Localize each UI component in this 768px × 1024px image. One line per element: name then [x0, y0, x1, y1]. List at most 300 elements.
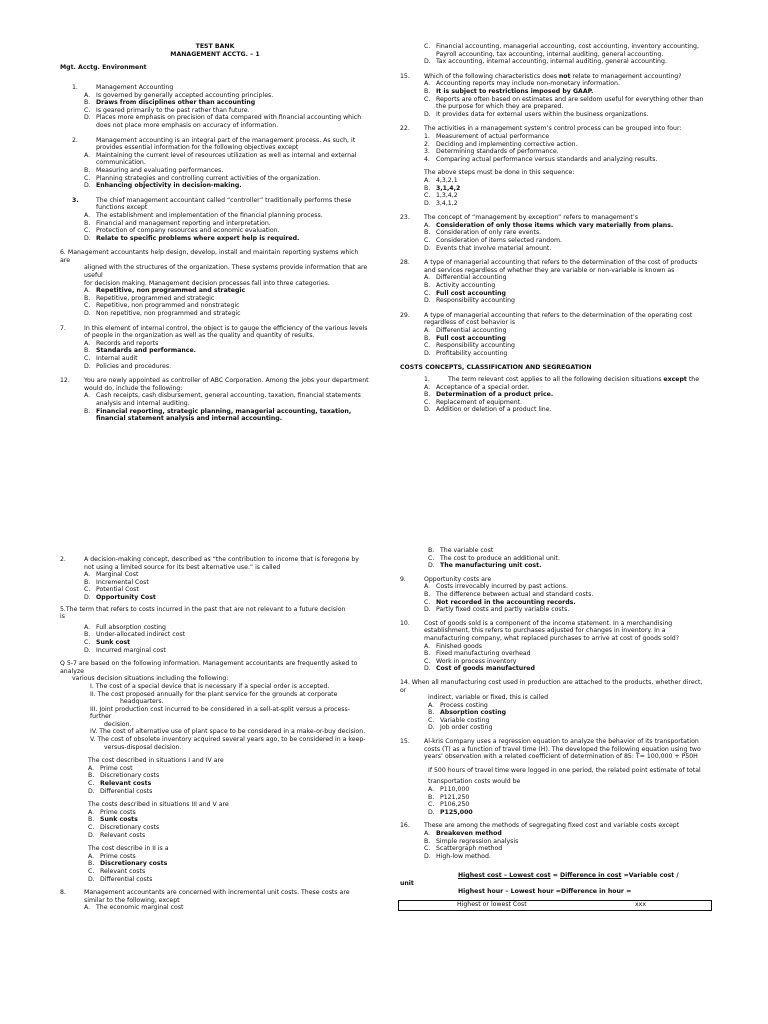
option-list: [400, 583, 710, 613]
question: [400, 312, 710, 358]
question-number: 2.: [60, 556, 66, 563]
option: [424, 185, 710, 193]
option: [88, 853, 370, 861]
question-number: 15.: [400, 738, 410, 746]
option-list: [400, 830, 710, 860]
question-text: Opportunity costs are: [424, 575, 492, 583]
spacer: [60, 242, 370, 249]
option: [84, 579, 370, 587]
text-line: is: [60, 613, 65, 621]
option-letter: D.: [84, 310, 91, 318]
question-stem: [400, 214, 710, 222]
option-letter: D.: [88, 875, 95, 883]
option-letter: D.: [84, 182, 91, 190]
option: [88, 772, 370, 780]
option-text: High-low method.: [436, 852, 491, 860]
question-number: 29.: [400, 311, 410, 319]
formula-equals: =: [550, 872, 561, 880]
question: [400, 259, 710, 305]
section-heading: Mgt. Acctg. Environment: [60, 64, 147, 72]
question-text: The activities in a management system’s control process can be grouped into four:: [424, 125, 682, 133]
option-letter: A.: [428, 786, 435, 794]
option-letter: A.: [424, 327, 431, 334]
question-stem: [60, 556, 370, 571]
option-letter: A.: [424, 830, 431, 837]
option: [428, 555, 710, 563]
option: [84, 114, 370, 129]
option: [84, 340, 370, 348]
option-letter: A.: [424, 176, 431, 184]
formula-equals: =: [623, 887, 632, 895]
question-number: 9.: [400, 575, 406, 583]
question: [400, 214, 710, 252]
option-letter: B.: [428, 709, 435, 717]
formula-cost-range: Highest cost – Lowest cost: [458, 872, 551, 880]
option-text: Replacement of equipment.: [436, 398, 523, 406]
question-number: 7.: [60, 324, 66, 332]
option-letter: A.: [88, 808, 95, 816]
option: [424, 327, 710, 335]
right-top-column: [400, 43, 710, 414]
question: [60, 137, 370, 190]
option-letter: C.: [84, 638, 91, 646]
option-letter: D.: [424, 244, 431, 252]
option-list: [60, 853, 370, 883]
question-stem: [400, 73, 710, 81]
option-letter: C.: [424, 598, 431, 606]
answer-text: Financial reporting, strategic planning, managerial accounting, taxation, financial statement analysis and internal accounting.: [96, 407, 352, 423]
option: [84, 212, 370, 220]
text-line: Q 5-7 are based on the following information. Management accountants are frequently asked to analyze: [60, 660, 358, 675]
option-text: It provides data for external users within the business organizations.: [436, 110, 649, 118]
option: [88, 876, 370, 884]
option-list: [400, 702, 710, 732]
option-letter: B.: [88, 860, 95, 868]
option: [428, 709, 710, 717]
option-letter: B.: [428, 793, 435, 801]
option-text: The variable cost: [440, 547, 494, 554]
option-letter: D.: [88, 787, 95, 795]
option: [424, 43, 710, 58]
option: [428, 547, 710, 555]
option-text: Addition or deletion of a product line.: [436, 406, 552, 414]
option-text: Activity accounting: [436, 282, 496, 290]
option-list: [400, 133, 710, 163]
text-line: headquarters.: [120, 698, 164, 706]
answer-text: Breakeven method: [436, 830, 502, 837]
answer-text: Draws from disciplines other than accounting: [96, 99, 256, 107]
answer-text: Absorption costing: [440, 709, 507, 717]
option-letter: D.: [84, 114, 91, 122]
formula-equals: =: [553, 887, 561, 895]
option-letter: C.: [88, 780, 95, 788]
option-text: The difference between actual and standard costs.: [436, 590, 594, 598]
option-letter: A.: [84, 904, 91, 912]
option: [424, 583, 710, 591]
option-letter: D.: [424, 852, 431, 860]
option-text: Profitability accounting: [436, 349, 508, 357]
question-number: 8.: [60, 889, 66, 897]
formula-hour-range: Highest hour – Lowest hour: [458, 887, 554, 895]
option-text: Prime costs: [100, 808, 136, 816]
option-letter: A.: [84, 623, 91, 631]
option-list: [400, 384, 710, 414]
option: [424, 222, 710, 230]
question-stem: [60, 137, 370, 152]
question-text: These are among the methods of segregating fixed cost and variable costs except: [424, 822, 680, 830]
option-letter: C.: [424, 95, 431, 103]
option-letter: A.: [84, 151, 91, 159]
option: [424, 133, 710, 141]
option-letter: D.: [424, 297, 431, 305]
option-text: Incremental Cost: [96, 578, 149, 586]
option-letter: A.: [428, 701, 435, 709]
question-text: A type of managerial accounting that refers to the determination of the cost of products and services regardless of whether they are variable or non-variable is known as: [424, 259, 698, 274]
text-line: The cost described in situations I and IV are: [88, 757, 224, 765]
spacer: [400, 118, 710, 125]
option: [424, 853, 710, 861]
option-letter: C.: [424, 845, 431, 853]
option-text: Finished goods: [436, 642, 482, 650]
option-text: Differential costs: [100, 787, 153, 795]
answer-text: Consideration of only those items which vary materially from plans.: [436, 221, 674, 229]
option: [428, 794, 710, 802]
answer-text: 3,1,4,2: [436, 184, 461, 192]
formula-box: [398, 900, 712, 911]
option-list: [60, 904, 370, 912]
formula-line-1: [400, 872, 710, 880]
question-text: The chief management accountant called “controller” traditionally performs these functions except: [96, 196, 352, 212]
option-letter: B.: [88, 816, 95, 824]
option-list: [60, 571, 370, 601]
option: [84, 92, 370, 100]
option: [424, 80, 710, 88]
answer-text: Repetitive, non programmed and strategic: [96, 287, 246, 295]
question-text: You are newly appointed as controller of ABC Corporation. Among the jobs your department would do, include the following:: [84, 377, 369, 392]
option: [424, 148, 710, 156]
option-letter: A.: [84, 287, 91, 295]
option-text: Full absorption costing: [96, 623, 166, 631]
doc-subtitle: MANAGEMENT ACCTG. – 1: [170, 50, 260, 58]
question-number: 23.: [400, 214, 410, 222]
option: [428, 562, 710, 570]
option-text: Acceptance of a special order.: [436, 383, 530, 391]
option-letter: B.: [424, 837, 431, 845]
answer-text: Discretionary costs: [100, 860, 168, 868]
spacer: [60, 190, 370, 197]
answer-text: Full cost accounting: [436, 289, 506, 297]
question-stem: [400, 576, 710, 584]
option-letter: A.: [88, 852, 95, 860]
answer-text: Enhancing objectivity in decision-making.: [96, 182, 242, 190]
option-letter: B.: [428, 547, 435, 554]
option-letter: A.: [424, 221, 431, 229]
option-letter: D.: [428, 562, 435, 570]
answer-text: Relevant costs: [100, 780, 152, 788]
question: [60, 889, 370, 912]
option-text: Variable costing: [440, 716, 490, 724]
option-letter: B.: [84, 347, 91, 355]
option-letter: B.: [84, 631, 91, 639]
option: [424, 245, 710, 253]
option-list: [60, 287, 370, 317]
option: [88, 824, 370, 832]
answer-text: Determination of a product price.: [436, 391, 554, 399]
option-text: Comparing actual performance versus standards and analyzing results.: [436, 155, 658, 163]
formula-cost-diff: Difference in cost: [560, 872, 622, 880]
question-stem: [60, 377, 370, 392]
option: [424, 111, 710, 119]
option-letter: C.: [424, 43, 431, 50]
option-text: P106,250: [440, 801, 470, 809]
option: [88, 816, 370, 824]
option-letter: A.: [424, 274, 431, 282]
option: [424, 200, 710, 208]
question-stem: [400, 312, 710, 327]
answer-text: P125,000: [440, 808, 473, 816]
question-number: 2.: [72, 136, 78, 144]
text-line: The above steps must be done in this sequence:: [424, 169, 575, 177]
answer-text: Relate to specific problems where expert help is required.: [96, 234, 300, 242]
spacer: [60, 318, 370, 325]
option-text: Discretionary costs: [100, 824, 160, 831]
question: [400, 822, 710, 860]
question-stem: [400, 125, 710, 133]
option-letter: D.: [424, 606, 431, 614]
question-number: 10.: [400, 619, 410, 627]
option: [84, 363, 370, 371]
question: [60, 325, 370, 371]
option: [424, 58, 710, 66]
text-line: IV. The cost of alternative use of plant space to be considered in a make-or-buy decision.: [90, 728, 366, 736]
option-list: [400, 643, 710, 673]
option-text: Marginal Cost: [96, 571, 139, 579]
box-value: xxx: [635, 901, 646, 909]
text-line: transportation costs would be: [428, 778, 521, 786]
spacer: [400, 207, 710, 214]
option: [424, 192, 710, 200]
option-list: [400, 222, 710, 252]
question-text: The concept of “management by exception” refers to management’s: [424, 214, 639, 222]
option-letter: C.: [428, 716, 435, 724]
option-text: P121,250: [440, 793, 470, 801]
option: [84, 392, 370, 407]
option-letter: A.: [84, 571, 91, 579]
option: [424, 830, 710, 838]
text-line: 6. Management accountants help design, develop, install and maintain reporting systems which are: [60, 249, 359, 264]
option-letter: C.: [428, 554, 435, 562]
option: [424, 177, 710, 185]
option: [84, 302, 370, 310]
option: [88, 788, 370, 796]
option-letter: D.: [84, 593, 91, 601]
option-text: Policies and procedures.: [96, 362, 172, 370]
question-text: A type of managerial accounting that refers to the determination of the operating cost regardless of cost behavior is: [424, 311, 693, 327]
option: [424, 282, 710, 290]
option-list: [60, 809, 370, 839]
question-text: Which of the following characteristics does not relate to management accounting?: [424, 72, 682, 80]
text-line: 5.The term that refers to costs incurred in the past that are not relevant to a future decision: [60, 605, 346, 613]
option: [424, 290, 710, 298]
option-letter: B.: [424, 229, 431, 237]
text-line: III. Joint production cost incurred to be considered in a sell-at-split versus a process-further: [90, 705, 350, 721]
option-text: Differential accounting: [436, 274, 507, 282]
question-stem: [400, 259, 710, 274]
option-letter: B.: [84, 166, 91, 174]
option: [84, 182, 370, 190]
option-text: Places more emphasis on precision of data compared with financial accounting which does not place more emphasis on accuracy of information.: [96, 114, 362, 129]
option-text: Responsibility accounting: [436, 297, 515, 305]
question-stem: [60, 197, 370, 212]
option-letter: C.: [84, 174, 91, 182]
option-list: [60, 765, 370, 795]
spacer: [400, 357, 710, 364]
question: [400, 620, 710, 673]
option: [84, 107, 370, 115]
question-stem: [400, 822, 710, 830]
option-letter: C.: [84, 106, 91, 114]
formula-unit: unit: [400, 879, 414, 887]
option-text: Job order costing: [440, 724, 493, 732]
option: [424, 229, 710, 237]
text-line: for decision making. Management decision processes fall into three categories.: [84, 279, 330, 287]
option: [424, 297, 710, 305]
option-text: Protection of company resources and economic evaluation.: [96, 227, 280, 235]
option: [84, 295, 370, 303]
option-text: Partly fixed costs and partly variable costs.: [436, 606, 570, 614]
option-letter: D.: [428, 808, 435, 816]
option-text: Repetitive, programmed and strategic: [96, 294, 215, 302]
option-text: Reports are often based on estimates and are seldom useful for everything other than the purpose for which they are prepared.: [436, 95, 704, 111]
option-letter: 1.: [424, 132, 430, 140]
option-letter: C.: [424, 398, 431, 406]
answer-text: Sunk costs: [100, 816, 138, 824]
option-list: [60, 152, 370, 190]
option-letter: C.: [88, 824, 95, 831]
question-number: 22.: [400, 125, 410, 133]
option-text: Cash receipts, cash disbursement, general accounting, taxation, financial statements analysis and internal auditing.: [96, 392, 361, 407]
option-list: [60, 340, 370, 370]
right-bottom-column: [400, 547, 710, 911]
option: [424, 591, 710, 599]
text-line: versus-disposal decision.: [104, 743, 182, 751]
question: [400, 738, 710, 761]
option: [84, 310, 370, 318]
option-list: [60, 624, 370, 654]
option-letter: A.: [88, 764, 95, 772]
option: [84, 355, 370, 363]
option-letter: B.: [424, 334, 431, 342]
question-number: 12.: [60, 377, 70, 385]
option: [424, 838, 710, 846]
option: [424, 335, 710, 343]
option-text: Determining standards of performance.: [436, 148, 559, 156]
text-line: The costs described in situations III and V are: [88, 801, 229, 809]
option-text: Under-allocated indirect cost: [96, 631, 186, 639]
spacer: [60, 370, 370, 377]
option-letter: A.: [424, 80, 431, 88]
option: [428, 801, 710, 809]
option-text: The establishment and implementation of the financial planning process.: [96, 211, 323, 219]
text-line: V. The cost of obsolete inventory acquired several years ago, to be considered in a keep-: [90, 736, 366, 744]
option-letter: C.: [84, 302, 91, 310]
text-line: If 500 hours of travel time were logged in one period, the related point estimate of total: [428, 766, 701, 774]
option: [88, 780, 370, 788]
option: [84, 586, 370, 594]
option-list: [400, 274, 710, 304]
question-stem: [60, 325, 370, 340]
option-letter: B.: [84, 294, 91, 302]
spacer: [400, 252, 710, 259]
option-text: Is governed by generally accepted accounting principles.: [96, 91, 274, 99]
question-number: 1.: [72, 84, 78, 91]
option: [424, 599, 710, 607]
option-letter: B.: [424, 650, 431, 658]
option-letter: B.: [84, 407, 91, 415]
question-text: The term relevant cost applies to all the following decision situations except the: [448, 375, 699, 383]
option-list: [400, 80, 710, 118]
option: [428, 702, 710, 710]
spacer: [400, 860, 710, 872]
answer-text: The manufacturing unit cost.: [440, 562, 542, 570]
spacer: [60, 423, 370, 430]
option-list: [400, 547, 710, 570]
option-letter: D.: [424, 199, 431, 207]
option: [88, 832, 370, 840]
option: [424, 237, 710, 245]
answer-text: Full cost accounting: [436, 334, 506, 342]
emphasis: except: [663, 375, 687, 383]
answer-text: Cost of goods manufactured: [436, 665, 535, 673]
option-text: Work in process inventory: [436, 657, 517, 665]
option-text: P110,000: [440, 786, 470, 794]
option-letter: C.: [424, 657, 431, 665]
option-text: Relevant costs: [100, 831, 146, 839]
left-top-column: [60, 84, 370, 430]
option: [84, 175, 370, 183]
question-text: In this element of internal control, the object is to gauge the efficiency of the various levels of people in the organization as well as the quality and quantity of results.: [84, 324, 368, 340]
question-text: Al-kris Company uses a regression equation to analyze the behavior of its transportation costs (T) as a function of travel time (H). The developed the following equation using two years’ observation with a related coefficient of determination of 85: T= 100,000 + P50H: [424, 738, 701, 761]
option-list: [60, 212, 370, 242]
question-number: 16.: [400, 822, 410, 830]
text-line: indirect, variable or fixed, this is called: [428, 694, 549, 702]
text-line: various decision situations including the following:: [72, 675, 229, 683]
option: [428, 809, 710, 817]
answer-text: Sunk cost: [96, 638, 131, 646]
option: [424, 156, 710, 164]
option: [428, 786, 710, 794]
option: [424, 658, 710, 666]
option: [84, 624, 370, 632]
option-letter: B.: [424, 184, 431, 192]
option-text: Measurement of actual performance: [436, 132, 550, 140]
option-text: Internal audit: [96, 355, 138, 362]
option: [84, 408, 370, 423]
option: [88, 809, 370, 817]
option-text: Consideration of only rare events.: [436, 229, 542, 237]
option: [424, 88, 710, 96]
option: [424, 643, 710, 651]
text-line: The cost describe in II is a: [88, 845, 169, 853]
question-text: A decision-making concept, described as “the contribution to income that is foregone by not using a limited source for its best alternative use.” is called: [84, 556, 359, 571]
option-text: Planning strategies and controlling current activities of the organization.: [96, 174, 321, 182]
question-number: 15.: [400, 72, 410, 80]
option: [84, 227, 370, 235]
option-letter: C.: [424, 342, 431, 350]
option: [84, 167, 370, 175]
option-letter: A.: [424, 642, 431, 650]
question: [400, 125, 710, 207]
